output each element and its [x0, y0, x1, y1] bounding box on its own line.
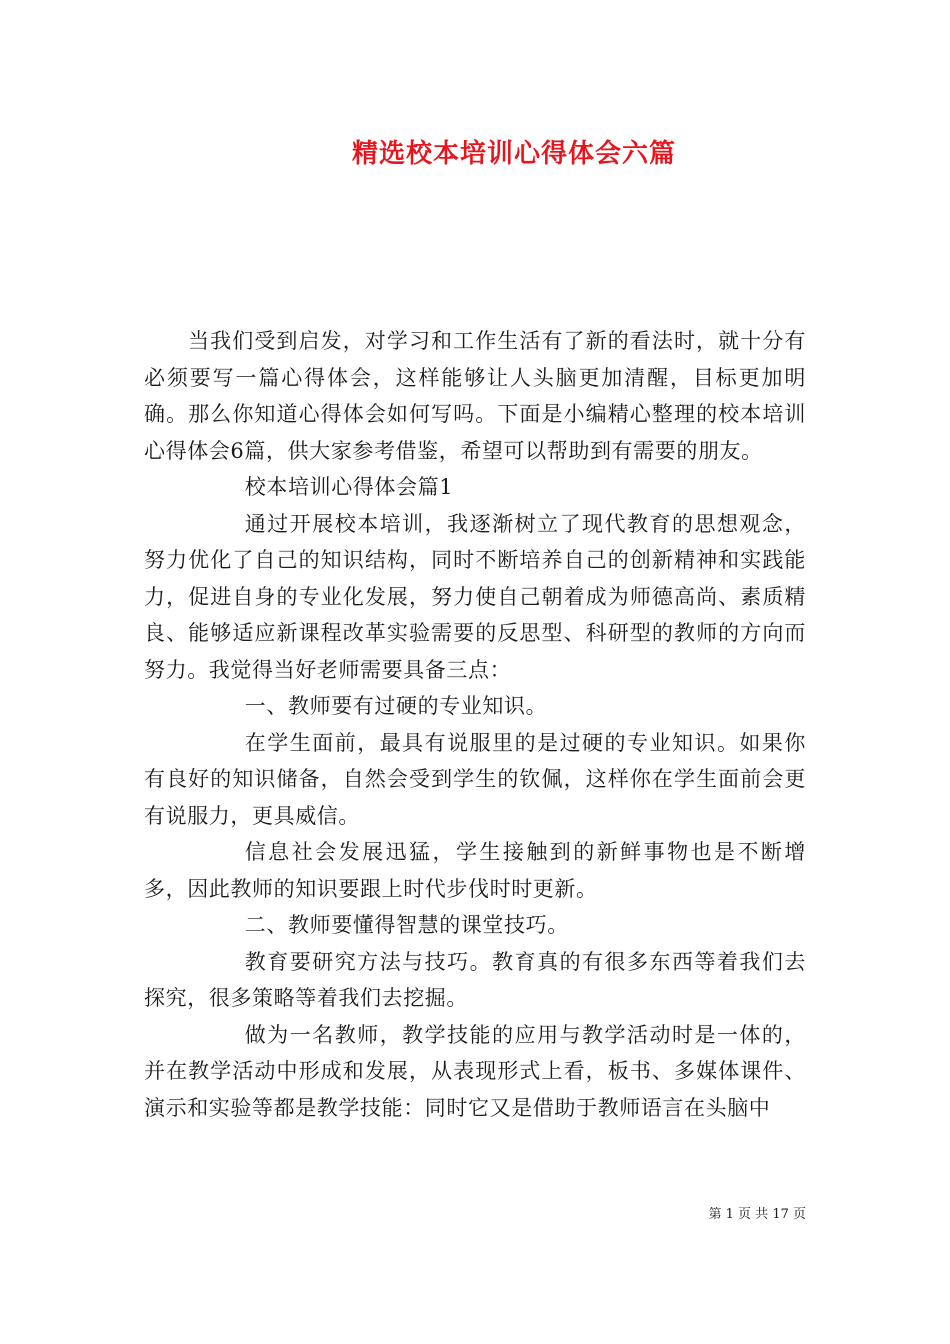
body-paragraph: 通过开展校本培训，我逐渐树立了现代教育的思想观念，努力优化了自己的知识结构，同时不断培养自己的创新精神和实践能力，促进自身的专业化发展，努力使自己朝着成为师德高尚、素质精良、能够适应新课程改革实验需要的反思型、科研型的教师的方向而努力。我觉得当好老师需要具备三点： — [144, 511, 806, 682]
intro-paragraph: 当我们受到启发，对学习和工作生活有了新的看法时，就十分有必须要写一篇心得体会，这样能够让人头脑更加清醒，目标更加明确。那么你知道心得体会如何写吗。下面是小编精心整理的校本培训心得体会6篇，供大家参考借鉴，希望可以帮助到有需要的朋友。 — [144, 329, 806, 463]
body-paragraph: 做为一名教师，教学技能的应用与教学活动时是一体的，并在教学活动中形成和发展，从表现形式上看，板书、多媒体课件、演示和实验等都是教学技能：同时它又是借助于教师语言在头脑中 — [144, 1022, 806, 1120]
page-number-footer: 第 1 页 共 17 页 — [708, 1207, 806, 1222]
point-heading: 一、教师要有过硬的专业知识。 — [244, 694, 548, 718]
section-heading: 校本培训心得体会篇1 — [244, 475, 454, 499]
body-paragraph: 信息社会发展迅猛，学生接触到的新鲜事物也是不断增多，因此教师的知识要跟上时代步伐时时更新。 — [144, 840, 806, 901]
point-heading: 二、教师要懂得智慧的课堂技巧。 — [244, 913, 569, 937]
body-paragraph: 教育要研究方法与技巧。教育真的有很多东西等着我们去探究，很多策略等着我们去挖掘。 — [144, 949, 806, 1010]
body-paragraph: 在学生面前，最具有说服里的是过硬的专业知识。如果你有良好的知识储备，自然会受到学生的钦佩，这样你在学生面前会更有说服力，更具威信。 — [144, 730, 806, 828]
document-body — [144, 323, 806, 1126]
document-title: 精选校本培训心得体会六篇 — [351, 139, 676, 169]
